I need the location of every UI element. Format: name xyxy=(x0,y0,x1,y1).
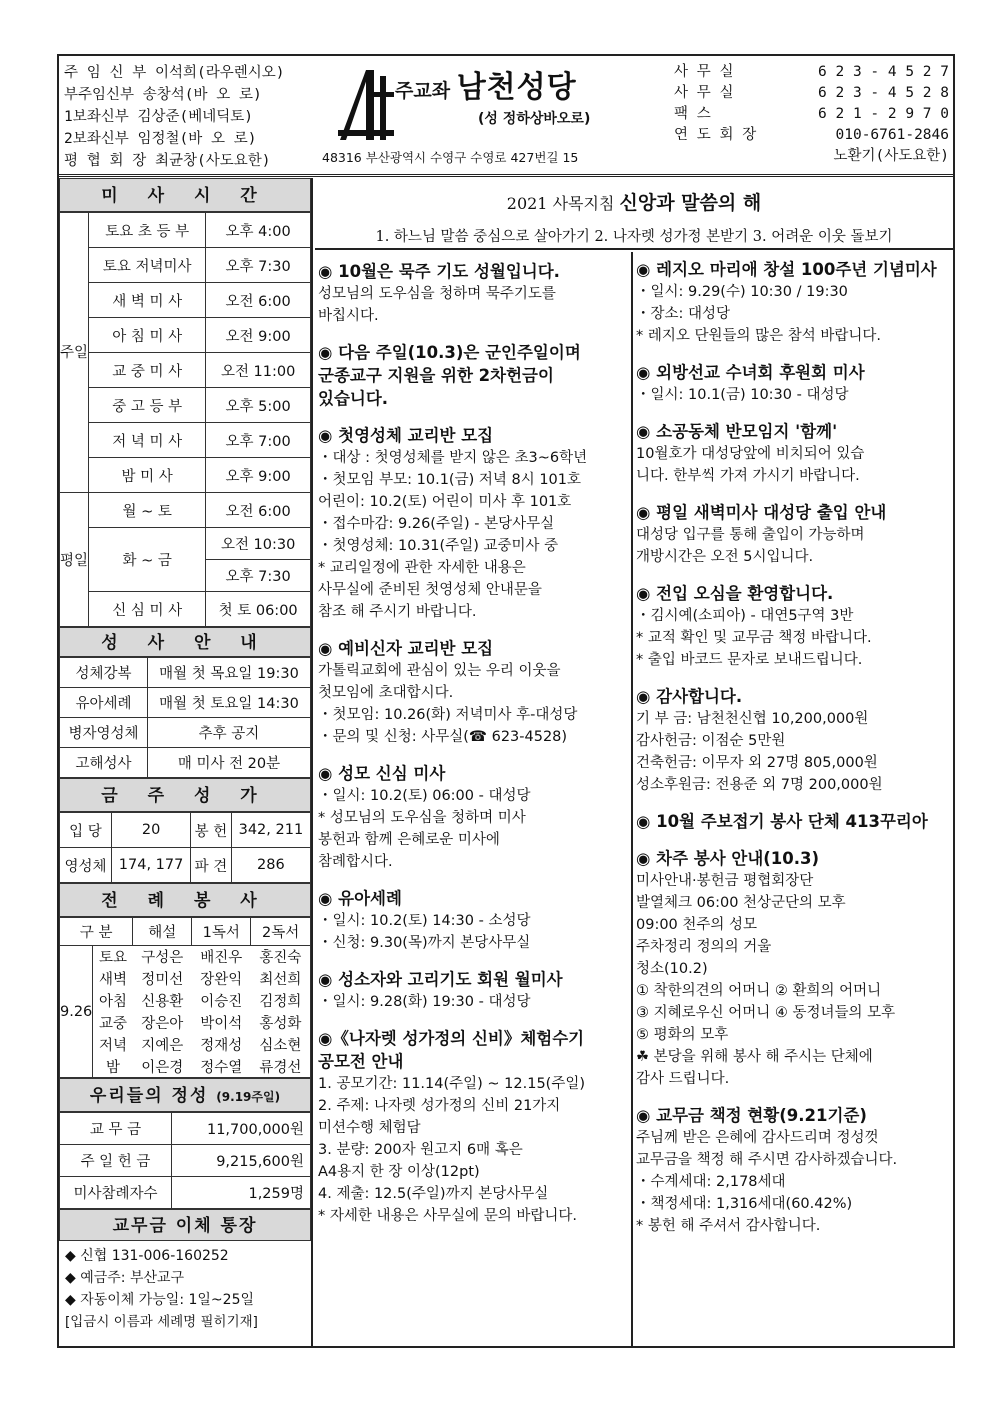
notice-line: 2. 주제: 나자렛 성가정의 신비 21가지 xyxy=(318,1098,561,1114)
notice-line: ・책정세대: 1,316세대(60.42%) xyxy=(636,1196,853,1212)
notice-block xyxy=(318,341,628,410)
notice-heading: ◉ 성모 신심 미사 xyxy=(318,764,446,783)
notice-line: ・일시: 9.28(화) 19:30 - 대성당 xyxy=(318,994,531,1010)
notice-line: 주차정리 정의의 거울 xyxy=(636,939,772,955)
notice-heading: ◉ 유아세례 xyxy=(318,889,402,908)
notice-line: ・신청: 9.30(목)까지 본당사무실 xyxy=(318,935,531,951)
notice-line: ・일시: 10.2(토) 06:00 - 대성당 xyxy=(318,788,531,804)
hymns-title: 금 주 성 가 xyxy=(59,778,311,812)
notice-line: 10월호가 대성당앞에 비치되어 있습 xyxy=(636,446,865,462)
notice-line: * 봉헌 해 주셔서 감사합니다. xyxy=(636,1218,821,1234)
notice-line: 어린이: 10.2(토) 어린이 미사 후 101호 xyxy=(318,494,572,510)
notice-heading: ◉ 레지오 마리애 창설 100주년 기념미사 xyxy=(636,260,937,279)
notice-line: ・대상 : 첫영성체를 받지 않은 초3~6학년 xyxy=(318,450,588,466)
notice-block xyxy=(318,887,628,954)
notice-line: 바칩시다. xyxy=(318,308,379,324)
notice-block xyxy=(636,258,948,347)
notice-line: * 성모님의 도우심을 청하며 미사 xyxy=(318,810,526,826)
notice-line: 봉헌과 함께 은혜로운 미사에 xyxy=(318,832,500,848)
notice-line: 4. 제출: 12.5(주일)까지 본당사무실 xyxy=(318,1186,549,1202)
notice-line: ・김시예(소피아) - 대연5구역 3반 xyxy=(636,608,854,624)
notice-line: 3. 분량: 200자 원고지 6매 혹은 xyxy=(318,1142,523,1158)
clergy-line: 평 협 회 장 최균창(사도요한) xyxy=(64,153,271,169)
mass-schedule-table: 주일 토요 초 등 부 오후 4:00 토요 저녁미사 오후 7:30 새 벽 미 사 오전 6:00 아 침 미 사 오전 9:00 교 중 미 사 오전 11:00 중 고 등 부 오후 5:00 저 녁 미 사 오후 7:00 밤 미 사 오후 9:00 평일 월 ~ 토 오전 6:00 화 ~ 금 오전 10:30 오후 7:30 신 심 미 사 첫 토 06:00 xyxy=(59,212,311,627)
account-title: 교무금 이체 통장 xyxy=(59,1209,311,1241)
notice-block xyxy=(636,361,948,406)
notice-block xyxy=(318,260,628,327)
notice-column-1 xyxy=(318,260,628,1241)
notice-block xyxy=(636,501,948,568)
clergy-line: 주 임 신 부 이석희(라우렌시오) xyxy=(64,65,285,81)
notice-line: ・접수마감: 9.26(주일) - 본당사무실 xyxy=(318,516,555,532)
notice-heading: ◉ 전입 오심을 환영합니다. xyxy=(636,584,834,603)
notice-line: A4용지 한 장 이상(12pt) xyxy=(318,1164,480,1180)
notice-line: * 자세한 내용은 사무실에 문의 바랍니다. xyxy=(318,1208,578,1224)
notice-line: 기 부 금: 남천천신협 10,200,000원 xyxy=(636,711,869,727)
clergy-list xyxy=(64,62,314,172)
notice-line: 미션수행 체험담 xyxy=(318,1120,421,1136)
notice-line: ・장소: 대성당 xyxy=(636,306,731,322)
notice-line: ① 착한의견의 어머니 ② 환희의 어머니 xyxy=(636,983,882,999)
notice-heading: ◉ 외방선교 수녀회 후원회 미사 xyxy=(636,363,865,382)
parish-name: 주교좌 남천성당 xyxy=(395,70,577,105)
notice-line: * 교리일정에 관한 자세한 내용은 xyxy=(318,560,526,576)
liturgy-title: 전 례 봉 사 xyxy=(59,883,311,917)
notice-line: 교무금을 책정 해 주시면 감사하겠습니다. xyxy=(636,1152,898,1168)
notice-line: 사무실에 준비된 첫영성체 안내문을 xyxy=(318,582,542,598)
notice-line: 발열체크 06:00 천상군단의 모후 xyxy=(636,895,846,911)
notice-line: 참례합시다. xyxy=(318,854,393,870)
notice-line: 개방시간은 오전 5시입니다. xyxy=(636,549,814,565)
notice-heading: ◉《나자렛 성가정의 신비》체험수기 xyxy=(318,1029,585,1048)
notice-line: ・일시: 10.1(금) 10:30 - 대성당 xyxy=(636,387,849,403)
notice-line: 니다. 한부씩 가져 가시기 바랍니다. xyxy=(636,468,860,484)
account-info: ◆ 신협 131-006-160252 ◆ 예금주: 부산교구 ◆ 자동이체 가능일: 1일~25일 [입금시 이름과 세례명 필히기재] xyxy=(65,1248,258,1330)
notice-line: * 출입 바코드 문자로 보내드립니다. xyxy=(636,652,863,668)
mass-title: 미 사 시 간 xyxy=(59,178,311,212)
notice-line: 주님께 받은 은혜에 감사드리며 정성껏 xyxy=(636,1130,879,1146)
notice-line: 대성당 입구를 통해 출입이 가능하며 xyxy=(636,527,865,543)
notice-block xyxy=(636,420,948,487)
notice-line: 성모님의 도우심을 청하며 묵주기도를 xyxy=(318,286,556,302)
sacraments-title: 성 사 안 내 xyxy=(59,627,311,657)
notice-heading: ◉ 성소자와 고리기도 회원 월미사 xyxy=(318,970,563,989)
sunday-label: 주일 xyxy=(60,213,89,493)
offering-table: 교 무 금 11,700,000원 주 일 헌 금 9,215,600원 미사참례자수 1,259명 xyxy=(59,1112,311,1209)
header-divider xyxy=(57,174,955,177)
notice-line: 참조 해 주시기 바랍니다. xyxy=(318,604,477,620)
notice-column-2 xyxy=(636,258,948,1251)
notice-block xyxy=(636,847,948,1090)
weekday-label: 평일 xyxy=(60,493,89,627)
notice-line: 감사 드립니다. xyxy=(636,1071,730,1087)
notice-heading: ◉ 다음 주일(10.3)은 군인주일이며 xyxy=(318,343,581,362)
notice-heading: 있습니다. xyxy=(318,389,389,408)
notice-line: ☘ 본당을 위해 봉사 해 주시는 단체에 xyxy=(636,1049,873,1065)
notice-block xyxy=(636,685,948,796)
notice-line: 청소(10.2) xyxy=(636,961,708,977)
sacraments-table: 성체강복 매월 첫 목요일 19:30 유아세례 매월 첫 토요일 14:30 병자영성체 추후 공지 고해성사 매 미사 전 20분 xyxy=(59,657,311,778)
notice-block xyxy=(636,810,948,833)
notice-line: ・일시: 10.2(토) 14:30 - 소성당 xyxy=(318,913,531,929)
notice-heading: ◉ 10월 주보접기 봉사 단체 413꾸리아 xyxy=(636,812,928,831)
notice-heading: ◉ 10월은 묵주 기도 성월입니다. xyxy=(318,262,560,281)
notice-line: ・수계세대: 2,178세대 xyxy=(636,1174,786,1190)
notice-block xyxy=(318,424,628,623)
notice-line: 미사안내·봉헌금 평협회장단 xyxy=(636,873,814,889)
hymns-table: 입 당 20 봉 헌 342, 211 영성체 174, 177 파 견 286 xyxy=(59,812,311,883)
notice-line: * 레지오 단원들의 많은 참석 바랍니다. xyxy=(636,328,882,344)
notice-block xyxy=(318,968,628,1013)
notice-heading: ◉ 차주 봉사 안내(10.3) xyxy=(636,849,820,868)
notice-block xyxy=(318,1027,628,1227)
parish-address: 48316 부산광역시 수영구 수영로 427번길 15 xyxy=(322,150,579,165)
notice-block xyxy=(636,1104,948,1237)
notice-block xyxy=(318,762,628,873)
notice-heading: ◉ 소공동체 반모임지 '함께' xyxy=(636,422,838,441)
notice-line: ・첫모임 부모: 10.1(금) 저녁 8시 101호 xyxy=(318,472,582,488)
column-divider xyxy=(631,252,633,1346)
notice-line: * 교적 확인 및 교무금 책정 바랍니다. xyxy=(636,630,872,646)
notice-heading: ◉ 첫영성체 교리반 모집 xyxy=(318,426,494,445)
notice-line: ・첫모임: 10.26(화) 저녁미사 후-대성당 xyxy=(318,707,578,723)
parish-logo-icon xyxy=(336,64,396,144)
clergy-line: 부주임신부 송창석(바 오 로) xyxy=(64,87,262,103)
notice-line: ・문의 및 신청: 사무실(☎ 623-4528) xyxy=(318,729,568,745)
parish-patron: (성 정하상바오로) xyxy=(478,111,591,127)
notice-line: 첫모임에 초대합시다. xyxy=(318,685,454,701)
notice-line: 감사헌금: 이점순 5만원 xyxy=(636,733,786,749)
notice-heading: ◉ 감사합니다. xyxy=(636,687,743,706)
notice-line: 1. 공모기간: 11.14(주일) ~ 12.15(주일) xyxy=(318,1076,586,1092)
notice-block xyxy=(318,637,628,748)
notice-heading: 군종교구 지원을 위한 2차헌금이 xyxy=(318,366,554,385)
notice-heading: ◉ 예비신자 교리반 모집 xyxy=(318,639,494,658)
notice-block xyxy=(636,582,948,671)
notice-line: 성소후원금: 전용준 외 7명 200,000원 xyxy=(636,777,883,793)
notice-heading: ◉ 평일 새벽미사 대성당 출입 안내 xyxy=(636,503,887,522)
notice-heading: ◉ 교무금 책정 현황(9.21기준) xyxy=(636,1106,867,1125)
liturgy-table: 구 분 해설 1독서 2독서 9.26 토요 구성은 배진우 홍진숙 새벽 정미선 장완익 최선희 아침 신용환 이승진 김정희 교중 장은아 박이석 홍성화 저녁 지예은 정재성 심소현 밤 이은경 정수열 류경선 xyxy=(59,917,311,1078)
pastoral-theme: 2021 사목지침 신앙과 말씀의 해 1. 하느님 말씀 중심으로 살아가기 2. 나자렛 성가정 본받기 3. 어려운 이웃 돌보기 xyxy=(315,178,953,250)
notice-line: ・일시: 9.29(수) 10:30 / 19:30 xyxy=(636,284,848,300)
notice-line: ⑤ 평화의 모후 xyxy=(636,1027,729,1043)
notice-line: 건축헌금: 이무자 외 27명 805,000원 xyxy=(636,755,878,771)
clergy-line: 1보좌신부 김상준(베네딕토) xyxy=(64,109,253,125)
left-sidebar xyxy=(59,178,313,1346)
notice-line: 가톨릭교회에 관심이 있는 우리 이웃을 xyxy=(318,663,561,679)
notice-line: ③ 지혜로우신 어머니 ④ 동정녀들의 모후 xyxy=(636,1005,896,1021)
clergy-line: 2보좌신부 임정철(바 오 로) xyxy=(64,131,257,147)
notice-line: ・첫영성체: 10.31(주일) 교중미사 중 xyxy=(318,538,559,554)
contact-list: 사 무 실 6 2 3 - 4 5 2 7 사 무 실 6 2 3 - 4 5 2 8 팩 스 6 2 1 - 2 9 7 0 연 도 회 장 010-6761-2846 노환기(사도요한) xyxy=(674,64,949,164)
notice-line: 09:00 천주의 성모 xyxy=(636,917,758,933)
offering-title: 우리들의 정성 (9.19주일) xyxy=(59,1078,311,1112)
notice-heading: 공모전 안내 xyxy=(318,1052,404,1071)
